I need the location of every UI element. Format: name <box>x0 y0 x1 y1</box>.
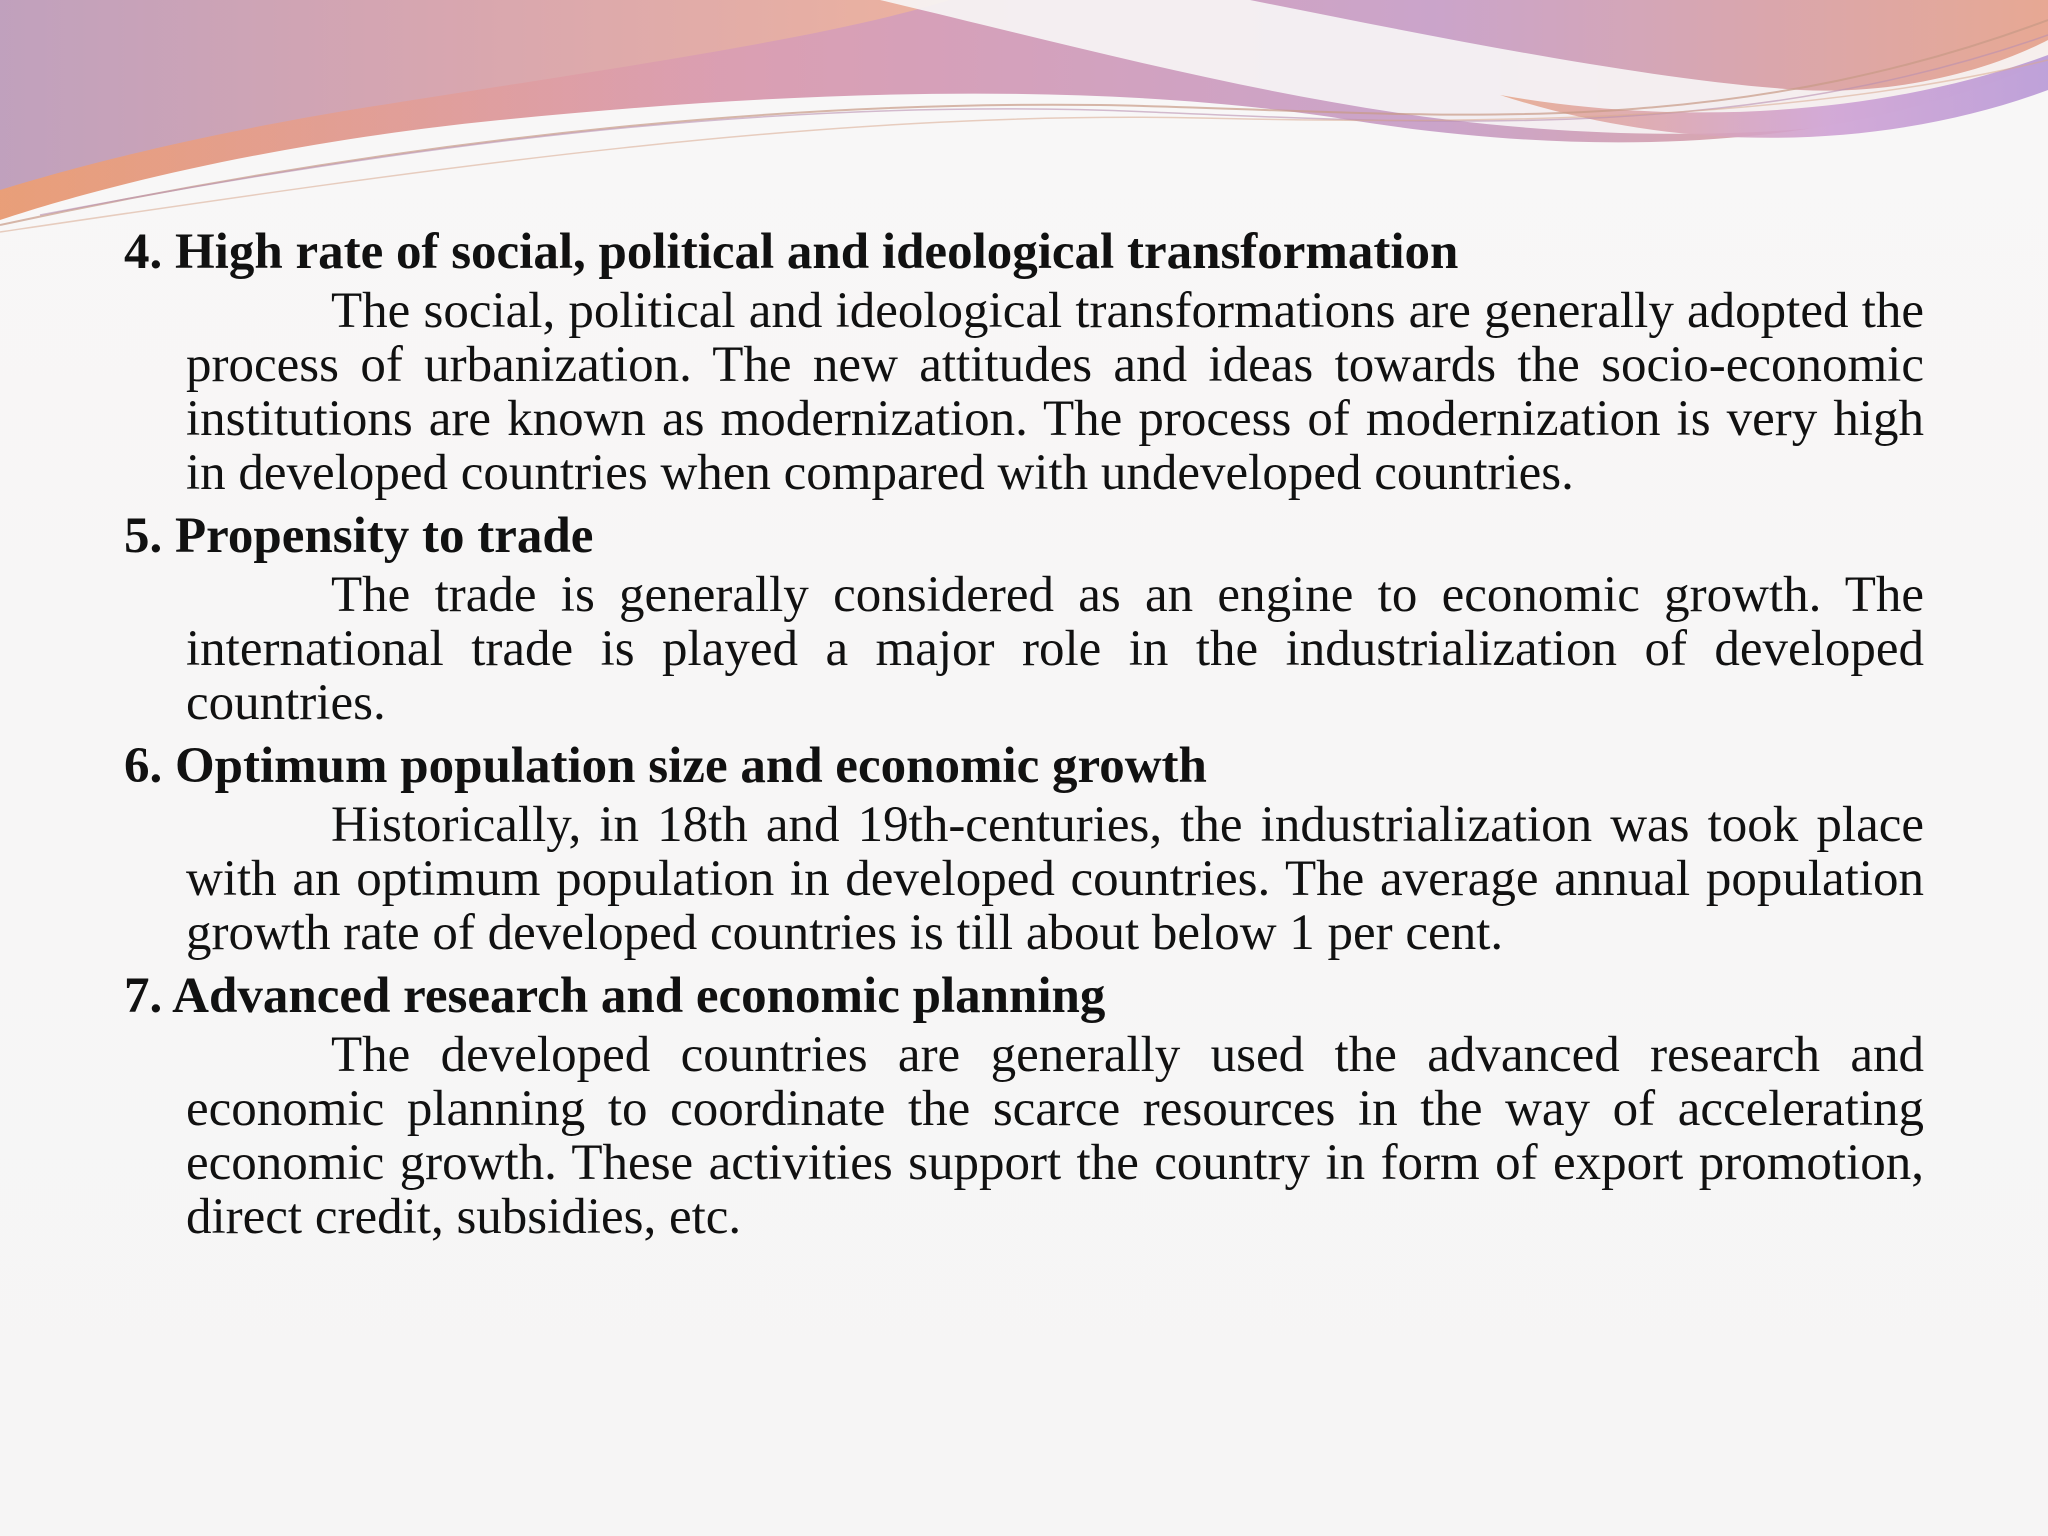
section-body-5: The trade is generally considered as an engine to economic growth. The international trade is played a major role in the industrialization of developed countries. <box>186 567 1924 731</box>
section-heading-6: 6. Optimum population size and economic growth <box>124 738 1207 794</box>
header-wave-decoration <box>0 0 2048 240</box>
section-body-6: Historically, in 18th and 19th-centuries, the industrialization was took place with an optimum population in developed countries. The average annual population growth rate of developed countries is till about below 1 per cent. <box>186 797 1924 961</box>
section-heading-7: 7. Advanced research and economic planning <box>124 968 1106 1024</box>
section-heading-5: 5. Propensity to trade <box>124 508 594 564</box>
section-heading-4: 4. High rate of social, political and ideological transformation <box>124 224 1459 280</box>
slide-content <box>124 222 1924 1250</box>
section-body-7: The developed countries are generally used the advanced research and economic planning to coordinate the scarce resources in the way of accelerating economic growth. These activities support the country in form of export promotion, direct credit, subsidies, etc. <box>186 1027 1924 1245</box>
section-body-4: The social, political and ideological transformations are generally adopted the process of urbanization. The new attitudes and ideas towards the socio-economic institutions are known as modernization. The process of modernization is very high in developed countries when compared with undeveloped countries. <box>186 283 1924 501</box>
